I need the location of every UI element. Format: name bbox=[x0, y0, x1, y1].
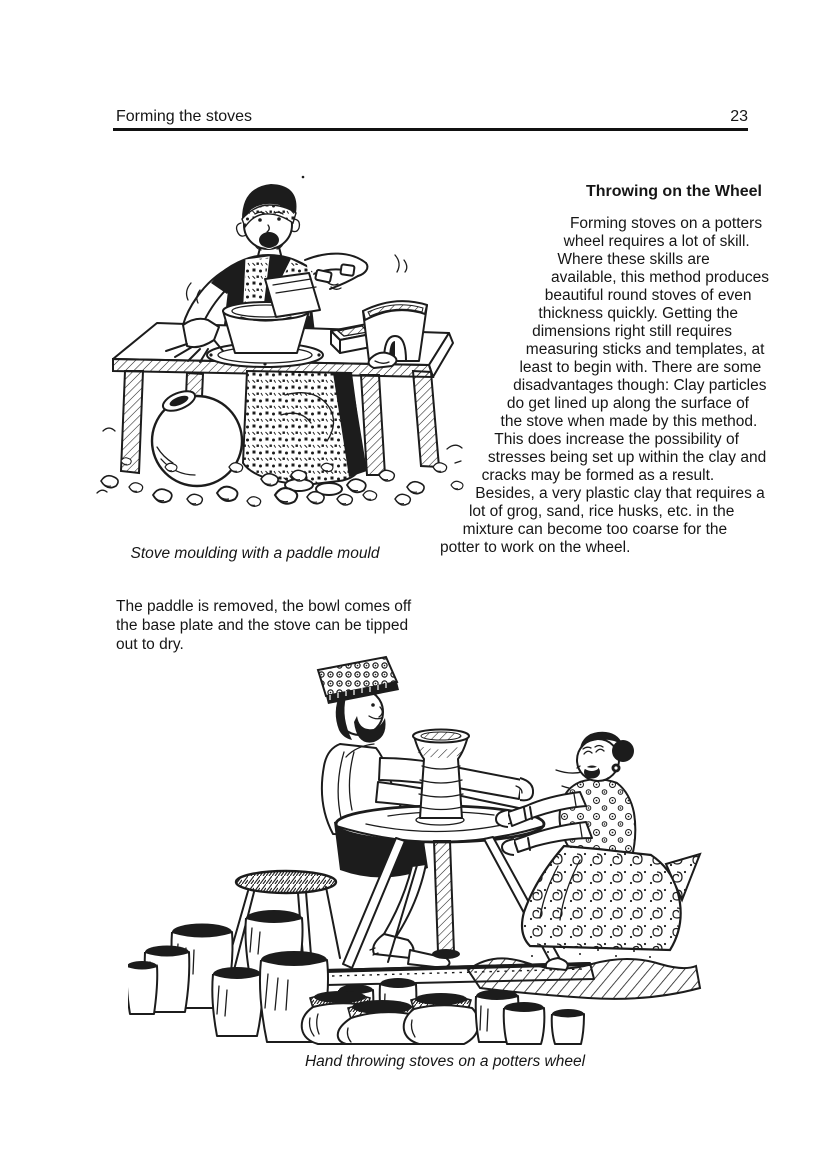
left-paragraph: The paddle is removed, the bowl comes off the base plate and the stove can be tipped out to dry. bbox=[116, 598, 412, 653]
page-number: 23 bbox=[730, 108, 748, 125]
right-column bbox=[440, 183, 770, 557]
section-paragraph: Forming stoves on a potters wheel requires a lot of skill. Where these skills are available, this method produces beautiful round stoves of even thickness quickly. Getting the dimensions right still requires measuring sticks and templates, at least to begin with. There are some disadvantages though: Clay particles do get lined up along the surface of the stove when made by this method. This does increase the possibility of stresses being set up within the clay and cracks may be formed as a result. Besides, a very plastic clay that requires a lot of grog, sand, rice husks, etc. in the mixture can become too coarse for the potter to work on the wheel. bbox=[440, 215, 770, 556]
cylinder-stove bbox=[212, 967, 262, 1036]
paddle-mould-drawing bbox=[95, 163, 470, 508]
cylinder-stove bbox=[128, 961, 157, 1014]
section-heading: Throwing on the Wheel bbox=[586, 183, 762, 200]
scan-speck bbox=[302, 176, 305, 179]
potters-wheel-caption: Hand throwing stoves on a potters wheel bbox=[304, 1053, 586, 1070]
potters-wheel-drawing bbox=[128, 652, 703, 1047]
round-pot bbox=[404, 993, 479, 1044]
cylinder-stove bbox=[552, 1009, 584, 1044]
cylinder-stove bbox=[504, 1002, 545, 1044]
clay-pot bbox=[152, 387, 242, 486]
paddle-mould-caption: Stove moulding with a paddle mould bbox=[130, 545, 380, 562]
potters-wheel-illustration bbox=[128, 652, 703, 1047]
woman-potter bbox=[496, 732, 700, 950]
running-header-title: Forming the stoves bbox=[116, 108, 253, 125]
paddle bbox=[265, 270, 332, 317]
header-rule bbox=[113, 128, 748, 131]
finished-stove bbox=[363, 301, 427, 368]
paddle-mould-illustration bbox=[95, 163, 470, 508]
